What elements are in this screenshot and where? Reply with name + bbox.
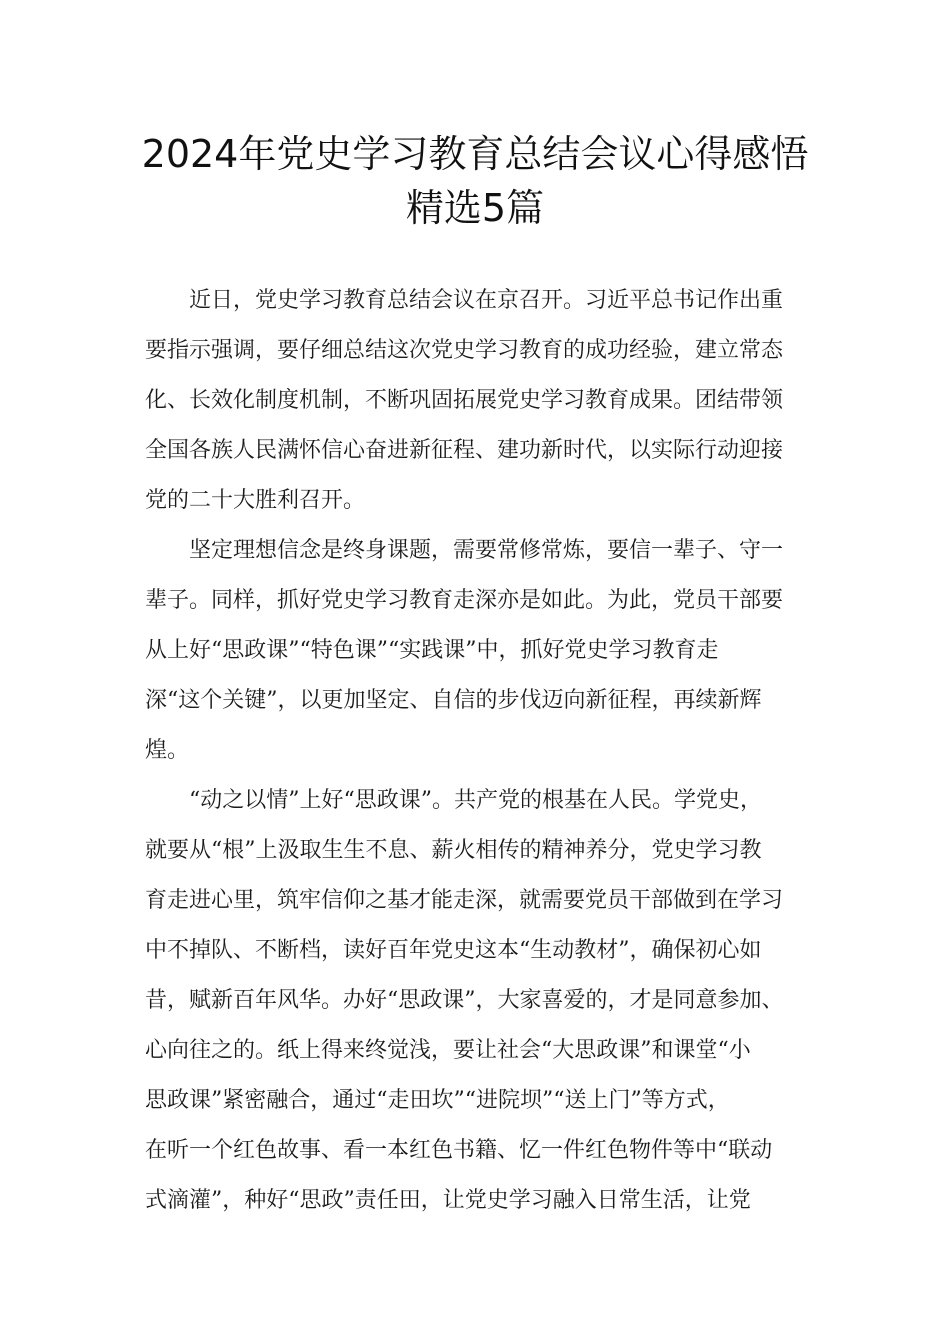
paragraph-line: 要指示强调，要仔细总结这次党史学习教育的成功经验，建立常态	[145, 338, 784, 363]
paragraph-line: 思政课”紧密融合，通过“走田坎”“进院坝”“送上门”等方式，	[145, 1088, 730, 1113]
paragraph-line: 近日，党史学习教育总结会议在京召开。习近平总书记作出重	[145, 288, 784, 313]
document-title-line-1: 2024年党史学习教育总结会议心得感悟	[141, 132, 809, 176]
paragraph-line: 坚定理想信念是终身课题，需要常修常炼，要信一辈子、守一	[145, 538, 784, 563]
paragraph-line: 化、长效化制度机制，不断巩固拓展党史学习教育成果。团结带领	[145, 388, 784, 413]
paragraph-line: 党的二十大胜利召开。	[145, 488, 366, 513]
paragraph-line: 式滴灌”，种好“思政”责任田，让党史学习融入日常生活，让党	[145, 1188, 751, 1213]
paragraph-line: 煌。	[145, 738, 190, 763]
paragraph-3	[145, 776, 835, 1226]
paragraph-line: 辈子。同样，抓好党史学习教育走深亦是如此。为此，党员干部要	[145, 588, 784, 613]
paragraph-2	[145, 526, 835, 776]
paragraph-1	[145, 276, 835, 526]
paragraph-line: 育走进心里，筑牢信仰之基才能走深，就需要党员干部做到在学习	[145, 888, 784, 913]
paragraph-line: 心向往之的。纸上得来终觉浅，要让社会“大思政课”和课堂“小	[145, 1038, 751, 1063]
paragraph-line: 全国各族人民满怀信心奋进新征程、建功新时代，以实际行动迎接	[145, 438, 784, 463]
paragraph-line: 就要从“根”上汲取生生不息、薪火相传的精神养分，党史学习教	[145, 838, 762, 863]
paragraph-line: 深“这个关键”，以更加坚定、自信的步伐迈向新征程，再续新辉	[145, 688, 762, 713]
paragraph-line: 从上好“思政课”“特色课”“实践课”中，抓好党史学习教育走	[145, 638, 719, 663]
paragraph-line: “动之以情”上好“思政课”。共产党的根基在人民。学党史，	[145, 788, 762, 813]
paragraph-line: 昔，赋新百年风华。办好“思政课”，大家喜爱的，才是同意参加、	[145, 988, 784, 1013]
paragraph-line: 中不掉队、不断档，读好百年党史这本“生动教材”，确保初心如	[145, 938, 762, 963]
document-title-line-2: 精选5篇	[405, 186, 545, 230]
paragraph-line: 在听一个红色故事、看一本红色书籍、忆一件红色物件等中“联动	[145, 1138, 773, 1163]
